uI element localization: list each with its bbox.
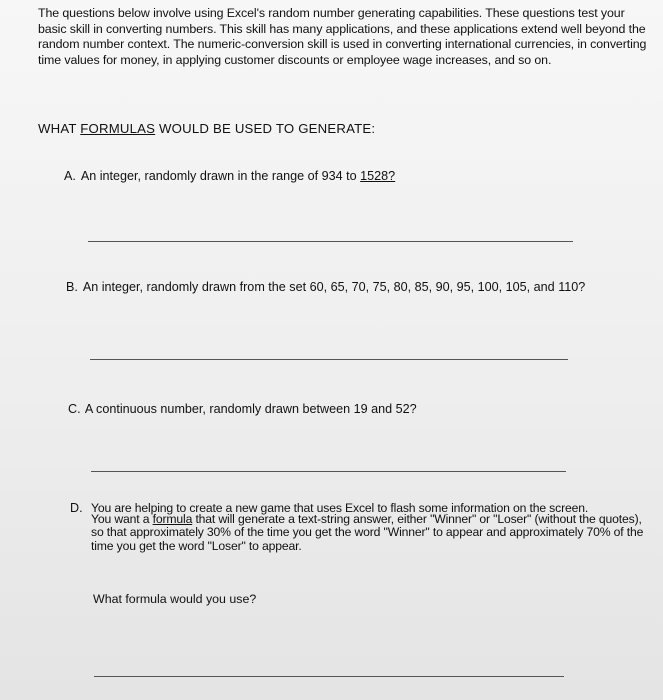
question-d-text-post: that will generate a text-string answer, either "Winner" or "Loser" (without the quotes), so that approximately 30% of the time you get the word "Winner" to appear and approximately 70% of the time you get the word "Loser" to appear. bbox=[91, 512, 644, 553]
question-d-text-first: You are helping to create a new game that uses Excel to flash some information on the screen. bbox=[91, 501, 589, 515]
question-d-text-pre: You want a bbox=[91, 512, 153, 526]
heading-after: WOULD BE USED TO GENERATE: bbox=[155, 121, 376, 136]
question-a-text: An integer, randomly drawn in the range of 934 to bbox=[80, 169, 361, 183]
section-heading bbox=[38, 121, 375, 137]
question-d-followup: What formula would you use? bbox=[93, 592, 257, 606]
question-b bbox=[66, 279, 585, 295]
question-a-underlined: 1528? bbox=[360, 169, 396, 183]
question-d-underlined: formula bbox=[152, 512, 193, 526]
question-d-letter: D. bbox=[70, 501, 83, 515]
answer-line-d[interactable] bbox=[94, 676, 564, 677]
heading-before: WHAT bbox=[38, 121, 81, 136]
answer-line-a[interactable] bbox=[88, 241, 573, 242]
question-a bbox=[64, 168, 395, 184]
answer-line-c[interactable] bbox=[91, 471, 566, 472]
heading-underlined: FORMULAS bbox=[80, 121, 156, 136]
question-b-letter: B. bbox=[66, 280, 78, 294]
question-d-body bbox=[91, 513, 651, 553]
intro-paragraph: The questions below involve using Excel's random number generating capabilities. These questions test your basic skill in converting numbers. This skill has many applications, and these applications extend well beyond the random number context. The numeric-conversion skill is used in converting international currencies, in converting time values for money, in applying customer discounts or employee wage increases, and so on. bbox=[38, 6, 647, 67]
question-c-text: A continuous number, randomly drawn between 19 and 52? bbox=[84, 402, 417, 416]
question-b-text: An integer, randomly drawn from the set 60, 65, 70, 75, 80, 85, 90, 95, 100, 105, and 110? bbox=[82, 280, 586, 294]
question-c bbox=[68, 401, 417, 417]
answer-line-b[interactable] bbox=[90, 359, 568, 360]
question-d-letter-wrap bbox=[70, 500, 84, 516]
question-a-letter: A. bbox=[64, 169, 76, 183]
question-c-letter: C. bbox=[68, 402, 81, 416]
